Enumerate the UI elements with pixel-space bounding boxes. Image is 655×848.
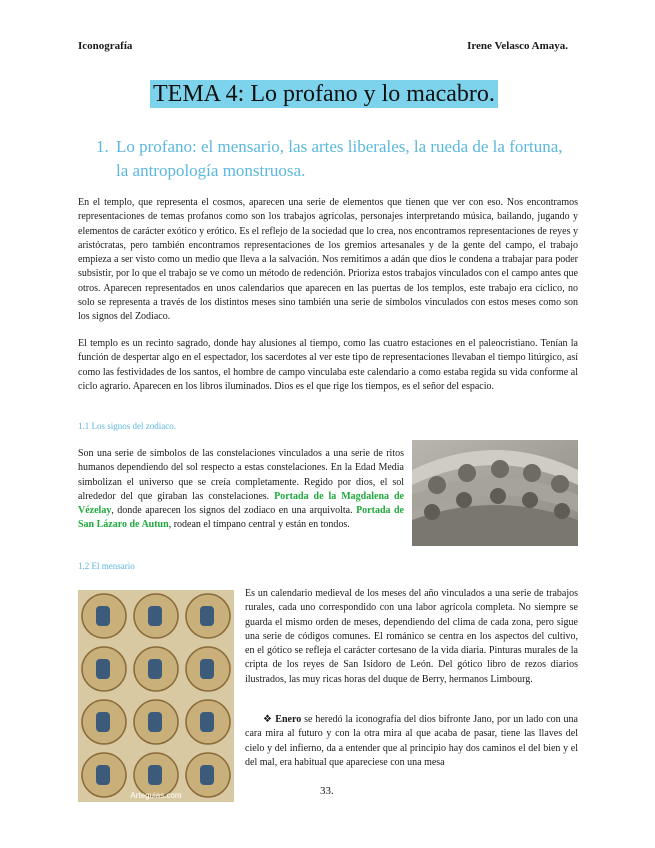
zodiac-text-a: Son una serie de símbolos de las constelaciones vinculados a una serie de ritos humanos dependiendo del sol respecto a estas constelaciones. En la Edad Media simbolizan el universo que se creía completamente. Regido por dios, el sol alrededor del que giraban las constelaciones. (78, 448, 404, 502)
subsection-zodiac-heading: 1.1 Los signos del zodiaco. (78, 421, 176, 431)
page-number: 33. (320, 785, 334, 797)
zodiac-archivolt-photo (412, 440, 578, 546)
paragraph-zodiac (78, 447, 404, 533)
section-number: 1. (96, 137, 109, 156)
page-title: TEMA 4: Lo profano y lo macabro. (150, 80, 498, 108)
link-autun[interactable]: Portada de San Lázaro de Autun (78, 505, 404, 531)
enero-text: se heredó la iconografía del dios bifronte Jano, por un lado con una cara mira al futuro y con la otra mira al que acaba de pasar, tiene las llaves del cielo y del infierno, da a entender que al principio hay dos caminos el del bien y el del mal, era habitual que apareciese con una mesa (245, 714, 579, 768)
calendar-murals-photo (78, 590, 234, 802)
paragraph-enero (245, 713, 578, 770)
enero-label: Enero (275, 714, 302, 725)
paragraph-mensario: Es un calendario medieval de los meses del año vinculados a una serie de trabajos rurales, cada uno correspondido con una labor agrícola completa. No siempre se guarda el mismo orden de meses, dependiendo del clima de cada zona, pero sigue una serie de códigos comunes. El románico se centra en los aspectos del cultivo, en el gótico se refleja el carácter cortesano de la vida diaria. Pinturas murales de la cripta de los reyes de San Isidoro de León. Del gótico libro de rezos diarios ilustrados, las muy ricas horas del duque de Berry, hermanos Limbourg. (245, 588, 578, 685)
section-heading (96, 135, 576, 183)
section-title: Lo profano: el mensario, las artes liberales, la rueda de la fortuna, la antropología monstruosa. (116, 137, 563, 180)
zodiac-text-b: , donde aparecen los signos del zodiaco en una arquivolta. (111, 505, 353, 517)
diamond-bullet-icon: ❖ (263, 714, 273, 725)
zodiac-text-c: , rodean el tímpano central y están en tondos. (168, 519, 350, 531)
paragraph-temple: El templo es un recinto sagrado, donde hay alusiones al tiempo, como las cuatro estaciones en el paleocristiano. Tenían la función de despertar algo en el espectador, los sacerdotes al ver este tipo de representaciones llevaban el tiempo litúrgico, así como las festividades de los santos, el hombre de campo vinculaba este calendario a como estaba regida su vida conforme al ciclo agrario. Aparecen en los libros iluminados. Dios es el que rige los tiempos, es el señor del espacio. (78, 338, 578, 392)
link-vezelay[interactable]: Portada de la Magdalena de Vézelay (78, 490, 404, 517)
paragraph-intro: En el templo, que representa el cosmos, aparecen una serie de elementos que tienen que ver con eso. Nos encontramos representaciones de temas profanos como son los trabajos agrícolas, personajes interpretando música, bailando, jugando y elementos de carácter exótico y erótico. Es el reflejo de la sociedad que lo crea, nos encontramos representaciones de reyes y aristócratas, pero también encontramos representaciones de los gremios artesanales y de la gente del campo, el trabajo empieza a ser visto como un medio que lleva a la salvación. Nos remitimos a adán que dios le condena a trabajar para poder subsistir, por lo que el trabajo se ve como un método de redención. Prioriza estos trabajos vinculados con el campo antes que otros. Aparecen representados en unos calendarios que aparecen en las puertas de los templos, este trabajo era cíclico, no solo se representa a través de los distintos meses sino también una serie de símbolos vinculados con estos meses como son los signos del Zodiaco. (78, 197, 578, 323)
header-left: Iconografía (78, 40, 133, 52)
image-watermark: Arteguias.com (130, 791, 182, 800)
subsection-mensario-heading: 1.2 El mensario (78, 561, 135, 571)
header-right: Irene Velasco Amaya. (467, 40, 568, 52)
